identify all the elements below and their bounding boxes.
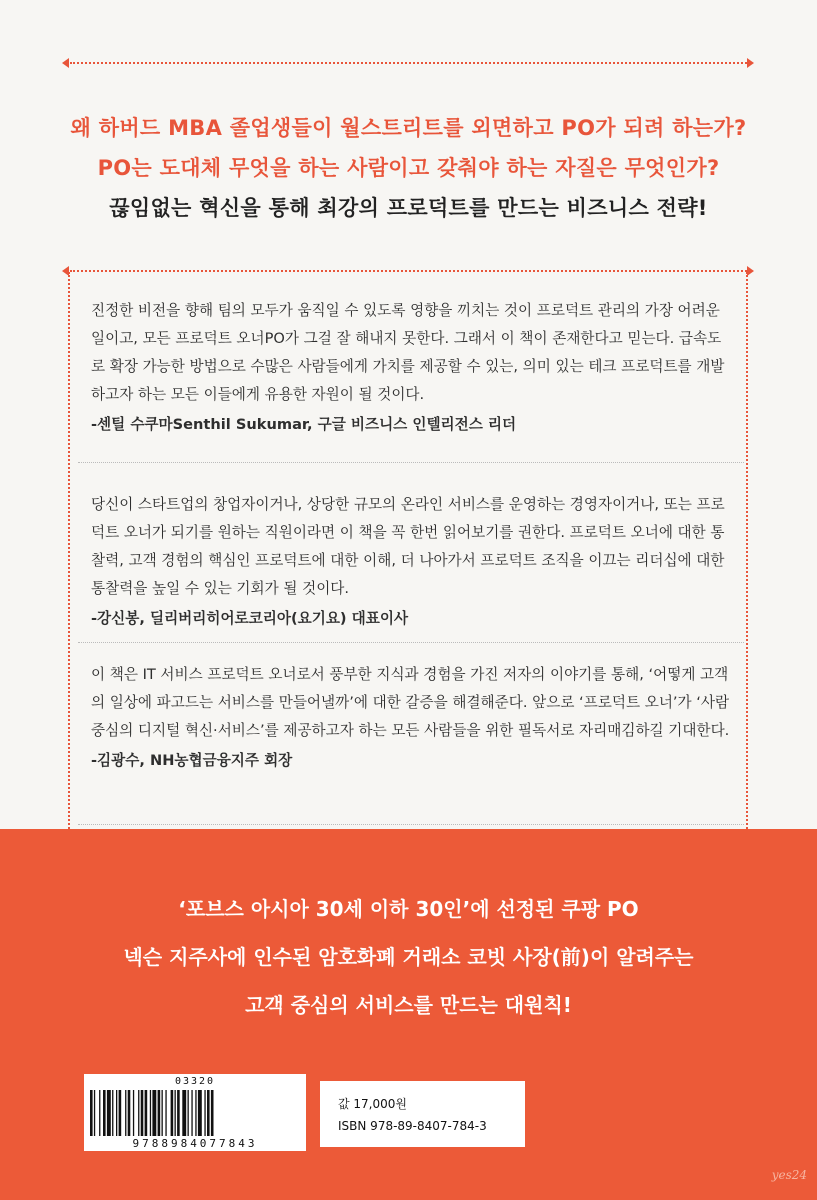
quote-2-text: 당신이 스타트업의 창업자이거나, 상당한 규모의 온라인 서비스를 운영하는 경영자이거나, 또는 프로덕트 오너가 되기를 원하는 직원이라면 이 책을 꼭 한번 읽어보기를 권한다. 프로덕트 오너에 대한 통찰력, 고객 경험의 핵심인 프로덕트에 대한 이해, 더 나아가서 프로덕트 조직을 이끄는 리더십에 대한 통찰력을 높일 수 있는 기회가 될 것이다.: [91, 496, 725, 597]
barcode-bar: [158, 1090, 161, 1136]
barcode-bar: [107, 1090, 111, 1136]
quote-1-text: 진정한 비전을 향해 팀의 모두가 움직일 수 있도록 영향을 끼치는 것이 프로덕트 관리의 가장 어려운 일이고, 모든 프로덕트 오너PO가 그걸 잘 해내지 못한다. 그래서 이 책이 존재한다고 믿는다. 급속도로 확장 가능한 방법으로 수많은 사람들에게 가치를 제공할 수 있는, 의미 있는 테크 프로덕트를 개발하고자 하는 모든 이들에게 유용한 자원이 될 것이다.: [91, 302, 725, 403]
top-rule-right-arrow: [747, 58, 754, 68]
barcode-bar: [195, 1090, 196, 1136]
barcode-bar: [211, 1090, 214, 1136]
barcode-bar: [171, 1090, 174, 1136]
barcode-bar: [162, 1090, 163, 1136]
headline-line-2: PO는 도대체 무엇을 하는 사람이고 갖춰야 하는 자질은 무엇인가?: [97, 156, 720, 180]
quote-separator-2: [78, 642, 744, 643]
quote-3-author: -김광수, NH농협금융지주 회장: [91, 752, 293, 769]
barcode-bar: [119, 1090, 122, 1136]
barcode-addon-number: 03320: [174, 1076, 216, 1087]
mid-rule-right-arrow: [747, 266, 754, 276]
endorsement-quote-2: [91, 491, 731, 633]
mid-dotted-rule: [70, 270, 747, 272]
barcode-bar: [145, 1090, 148, 1136]
barcode-bar: [165, 1090, 166, 1136]
top-dotted-rule: [70, 62, 747, 64]
barcode-number: 9788984077843: [132, 1137, 258, 1150]
barcode-bar: [152, 1090, 156, 1136]
barcode-bar: [188, 1090, 189, 1136]
top-rule-left-arrow: [62, 58, 69, 68]
barcode-bar: [175, 1090, 176, 1136]
headline-line-1: 왜 하버드 MBA 졸업생들이 월스트리트를 외면하고 PO가 되려 하는가?: [70, 116, 747, 140]
tagline-line-2: 넥슨 지주사에 인수된 암호화폐 거래소 코빗 사장(前)이 알려주는: [123, 945, 694, 969]
barcode-bar: [103, 1090, 106, 1136]
barcode: [84, 1074, 306, 1151]
tagline-line-3: 고객 중심의 서비스를 만드는 대원칙!: [245, 993, 572, 1017]
barcode-bar: [191, 1090, 192, 1136]
right-dotted-border: [746, 272, 748, 829]
barcode-bars: [90, 1090, 300, 1136]
quote-2-author: -강신봉, 딜리버리히어로코리아(요기요) 대표이사: [91, 610, 409, 627]
quote-separator-3: [78, 824, 744, 825]
barcode-bar: [150, 1090, 151, 1136]
isbn-text: ISBN 978-89-8407-784-3: [338, 1119, 487, 1133]
barcode-bar: [116, 1090, 117, 1136]
barcode-bar: [177, 1090, 180, 1136]
price-text: 값 17,000원: [338, 1097, 407, 1111]
barcode-bar: [198, 1090, 202, 1136]
barcode-bar: [141, 1090, 144, 1136]
barcode-bar: [90, 1090, 93, 1136]
endorsement-quote-3: [91, 661, 731, 775]
barcode-bar: [128, 1090, 131, 1136]
left-dotted-border: [68, 272, 70, 829]
barcode-bar: [125, 1090, 126, 1136]
barcode-bar: [207, 1090, 210, 1136]
barcode-bar: [112, 1090, 113, 1136]
endorsement-quote-1: [91, 297, 731, 439]
tagline-line-1: ‘포브스 아시아 30세 이하 30인’에 선정된 쿠팡 PO: [178, 897, 639, 921]
barcode-bar: [99, 1090, 100, 1136]
barcode-bar: [204, 1090, 205, 1136]
price-box: [320, 1081, 525, 1147]
quote-separator-1: [78, 462, 744, 463]
barcode-bar: [133, 1090, 134, 1136]
store-stamp: yes24: [771, 1168, 807, 1182]
barcode-bar: [138, 1090, 139, 1136]
headline-line-3: 끊임없는 혁신을 통해 최강의 프로덕트를 만드는 비즈니스 전략!: [109, 196, 708, 220]
barcode-bar: [182, 1090, 186, 1136]
quote-1-author: -센틸 수쿠마Senthil Sukumar, 구글 비즈니스 인텔리전스 리더: [91, 416, 517, 433]
barcode-bar: [94, 1090, 95, 1136]
quote-3-text: 이 책은 IT 서비스 프로덕트 오너로서 풍부한 지식과 경험을 가진 저자의 이야기를 통해, ‘어떻게 고객의 일상에 파고드는 서비스를 만들어낼까’에 대한 갈증을 해결해준다. 앞으로 ‘프로덕트 오너’가 ‘사람 중심의 디지털 혁신·서비스’를 제공하고자 하는 모든 사람들을 위한 필독서로 자리매김하길 기대한다.: [91, 666, 730, 739]
